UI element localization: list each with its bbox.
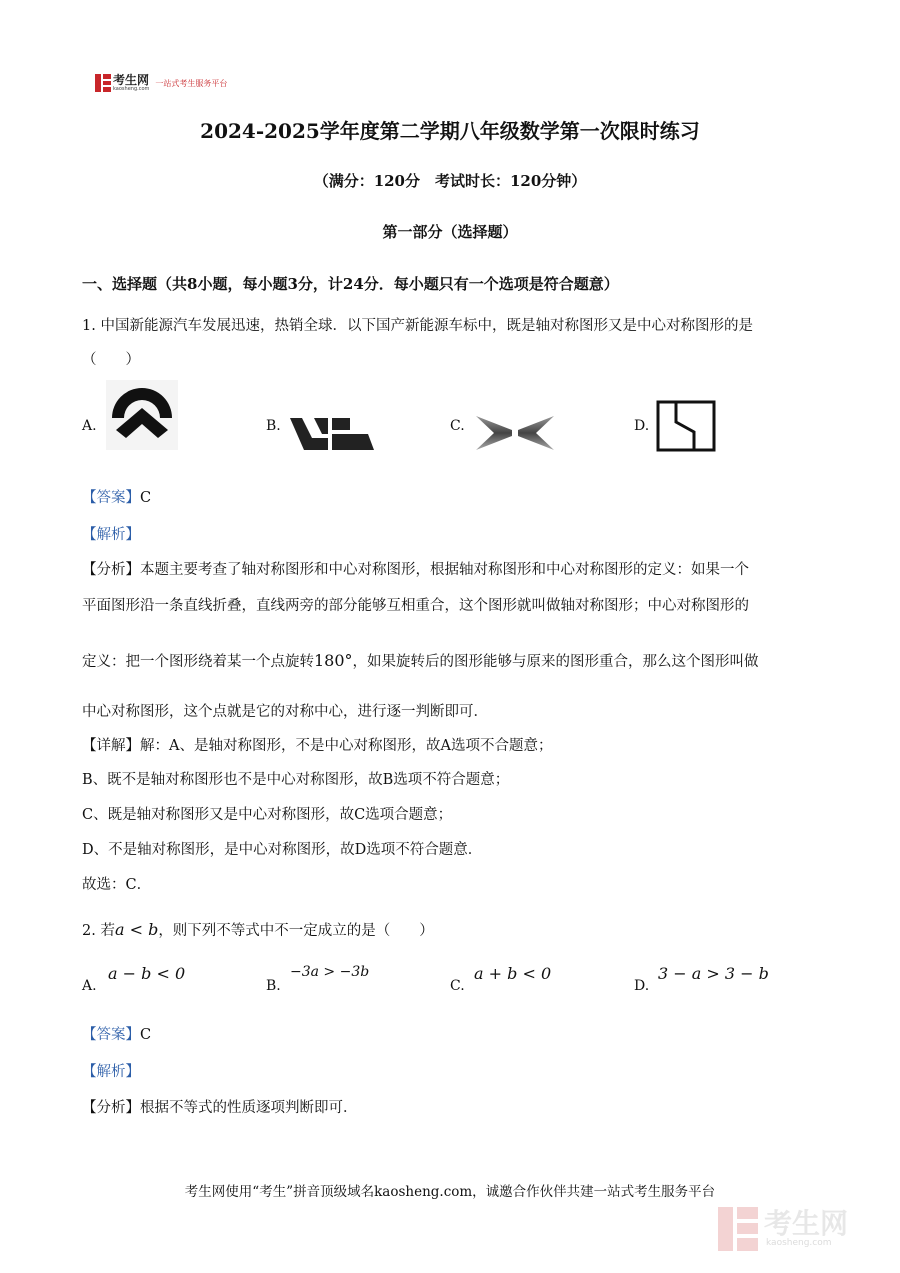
q1-conclusion: 故选：C． (82, 877, 152, 893)
q1-option-c-logo-icon (474, 414, 556, 452)
q1-fenxi-text1: 本题主要考查了轴对称图形和中心对称图形，根据轴对称图形和中心对称图形的定义：如果一个 (140, 562, 749, 578)
q1-fenxi-text3b: ，如果旋转后的图形能够与原来的图形重合，那么这个图形叫做 (352, 654, 759, 670)
q2-option-c-expr: a + b < 0 (474, 964, 552, 983)
logo-brand-url: kaosheng.com (113, 86, 150, 92)
page-footer: 考生网使用“考生”拼音顶级域名kaosheng.com，诚邀合作伙伴共建一站式考生服务平台 (184, 1184, 716, 1200)
q2-stem-prefix: 2. 若 (82, 923, 115, 939)
logo-brand-name: 考生网 (113, 73, 150, 87)
watermark (718, 1205, 878, 1253)
q1-fenxi-text3a: 定义：把一个图形绕着某一个点旋转 (82, 654, 314, 670)
q2-answer-tag: 【答案】 (82, 1027, 140, 1043)
q2-option-a-label[interactable]: A. (82, 978, 97, 994)
q1-stem-line1: 1. 中国新能源汽车发展迅速，热销全球．以下国产新能源车标中，既是轴对称图形又是中心对称图形的是 (82, 318, 753, 334)
q2-stem (82, 919, 434, 940)
q1-option-b-logo-icon (288, 412, 376, 452)
q2-fenxi-line (82, 1096, 358, 1117)
q1-option-d-label[interactable]: D. (634, 418, 650, 434)
q1-detail-line2: B、既不是轴对称图形也不是中心对称图形，故B选项不符合题意； (82, 772, 510, 788)
q1-fenxi-angle: 180° (314, 651, 353, 670)
watermark-logo-icon (718, 1207, 758, 1251)
q2-analysis-tag: 【解析】 (82, 1064, 140, 1080)
q1-answer: C (140, 490, 152, 506)
q1-fenxi-line4: 中心对称图形，这个点就是它的对称中心，进行逐一判断即可． (82, 704, 488, 720)
q1-answer-tag: 【答案】 (82, 490, 140, 506)
q1-option-c-label[interactable]: C. (450, 418, 465, 434)
q1-analysis-tag: 【解析】 (82, 527, 140, 543)
q1-detail-tag: 【详解】 (82, 738, 140, 754)
q1-fenxi-line2: 平面图形沿一条直线折叠，直线两旁的部分能够互相重合，这个图形就叫做轴对称图形；中心对称图形的 (82, 598, 749, 614)
q2-fenxi-tag: 【分析】 (82, 1100, 140, 1116)
q1-fenxi-line3 (82, 650, 759, 671)
logo-mark-icon (95, 74, 111, 92)
q1-detail-line1 (82, 734, 552, 755)
q2-stem-suffix: ，则下列不等式中不一定成立的是（ ） (158, 923, 434, 939)
q2-option-b-label[interactable]: B. (266, 978, 281, 994)
header-logo[interactable] (95, 72, 227, 94)
q2-answer: C (140, 1027, 152, 1043)
watermark-url: kaosheng.com (766, 1238, 832, 1248)
q1-detail-text1: 解：A、是轴对称图形，不是中心对称图形，故A选项不合题意； (140, 738, 553, 754)
exam-info: （满分：120分 考试时长：120分钟） (313, 172, 587, 190)
logo-slogan: 一站式考生服务平台 (155, 78, 228, 88)
q1-option-b-label[interactable]: B. (266, 418, 281, 434)
q2-option-a-expr: a − b < 0 (108, 964, 186, 983)
q2-option-d-expr: 3 − a > 3 − b (658, 964, 769, 983)
q1-fenxi-line1 (82, 558, 749, 579)
q2-stem-math: a < b (114, 920, 159, 939)
q1-stem-line2: （ ） (82, 352, 140, 368)
section-title: 一、选择题（共8小题，每小题3分，计24分．每小题只有一个选项是符合题意） (82, 275, 619, 293)
page-title: 2024-2025学年度第二学期八年级数学第一次限时练习 (200, 119, 700, 143)
q2-answer-line (82, 1023, 151, 1044)
watermark-text: 考生网 (764, 1207, 849, 1240)
q1-answer-line (82, 486, 151, 507)
q2-option-b-expr: −3a > −3b (290, 964, 370, 980)
q2-fenxi-text: 根据不等式的性质逐项判断即可． (140, 1100, 358, 1116)
q2-option-c-label[interactable]: C. (450, 978, 465, 994)
q1-fenxi-tag: 【分析】 (82, 562, 140, 578)
q2-option-d-label[interactable]: D. (634, 978, 650, 994)
q1-detail-line3: C、既是轴对称图形又是中心对称图形，故C选项合题意； (82, 807, 453, 823)
q1-detail-line4: D、不是轴对称图形，是中心对称图形，故D选项不符合题意． (82, 842, 483, 858)
q1-option-a-label[interactable]: A. (82, 418, 97, 434)
part-title: 第一部分（选择题） (382, 223, 518, 241)
q1-option-d-logo-icon (656, 400, 716, 452)
q1-option-a-logo-icon (106, 380, 178, 450)
